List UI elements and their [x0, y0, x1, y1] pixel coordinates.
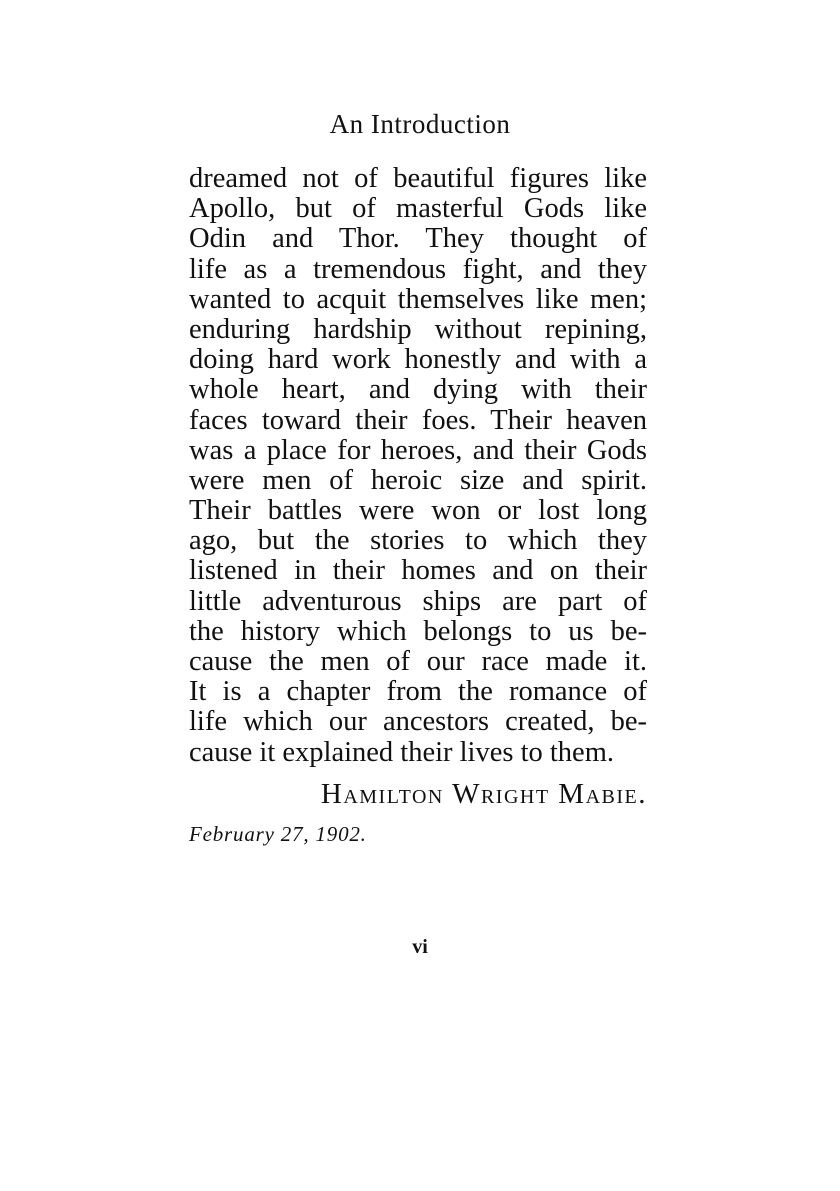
- text-line: Their battles were won or lost long: [189, 495, 647, 527]
- text-line: enduring hardship without repining,: [189, 313, 647, 345]
- text-line: life as a tremendous fight, and they: [189, 253, 647, 285]
- text-line: faces toward their foes. Their heaven: [189, 404, 647, 436]
- text-line: were men of heroic size and spirit.: [189, 464, 647, 496]
- text-line: dreamed not of beautiful figures like: [189, 163, 647, 194]
- text-line: ago, but the stories to which they: [189, 525, 647, 557]
- text-line: whole heart, and dying with their: [189, 374, 647, 406]
- text-line: doing hard work honestly and with a: [189, 344, 647, 376]
- text-line: little adventurous ships are part of: [189, 585, 647, 617]
- text-line: the history which belongs to us be-: [189, 615, 647, 647]
- body-paragraph: [189, 164, 647, 768]
- text-line: wanted to acquit themselves like men;: [189, 283, 647, 315]
- text-line: Odin and Thor. They thought of: [189, 223, 647, 255]
- running-head: An Introduction: [329, 109, 511, 139]
- text-line: cause the men of our race made it.: [189, 646, 647, 677]
- text-line: cause it explained their lives to them.: [189, 736, 614, 768]
- text-line: It is a chapter from the romance of: [189, 676, 647, 708]
- text-line: Apollo, but of masterful Gods like: [189, 193, 647, 225]
- author-signature: Hamilton Wright Mabie.: [320, 778, 647, 810]
- text-line: was a place for heroes, and their Gods: [189, 434, 647, 466]
- text-line: listened in their homes and on their: [189, 555, 647, 587]
- page-number: vi: [412, 936, 428, 958]
- date-line: February 27, 1902.: [189, 822, 367, 846]
- text-line: life which our ancestors created, be-: [189, 706, 647, 738]
